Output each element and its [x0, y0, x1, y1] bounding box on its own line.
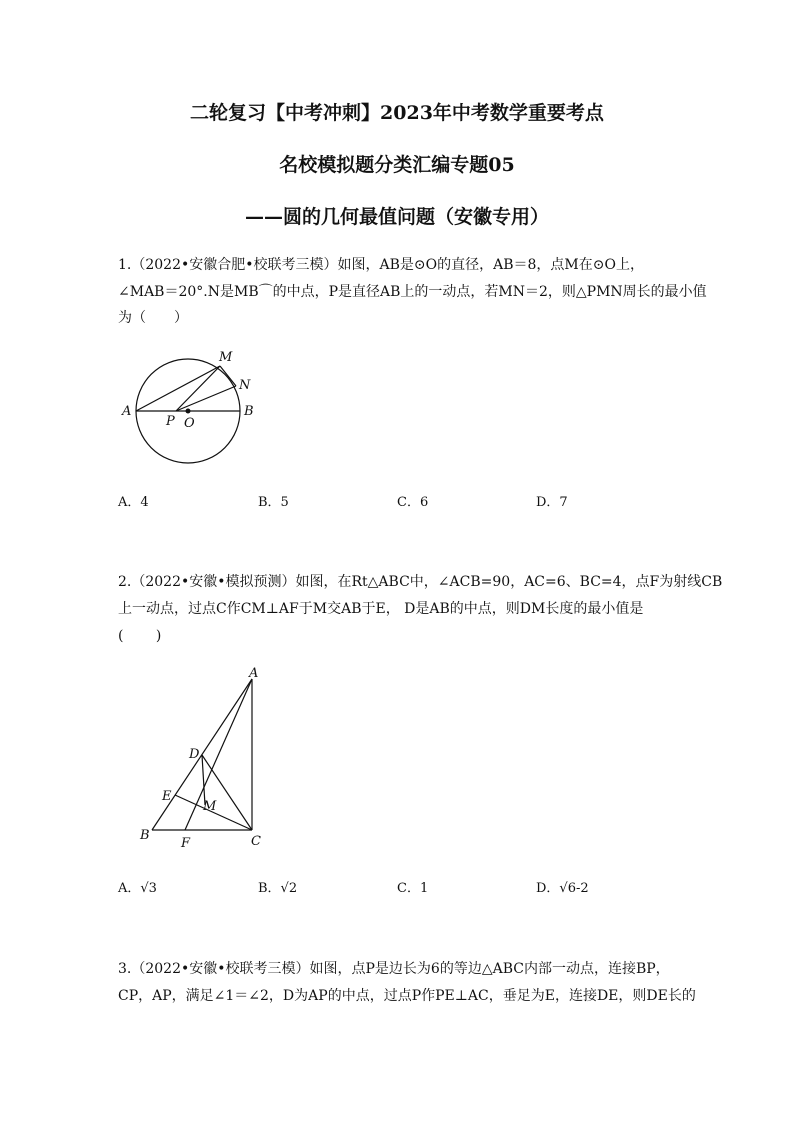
label-m: M [219, 350, 233, 365]
label-a: A [249, 666, 259, 681]
q2-option-d: D．√6-2 [536, 881, 589, 896]
segment-pn [176, 386, 236, 411]
label-o: O [184, 416, 195, 431]
label-n: N [239, 378, 251, 393]
q2-text-line-3: ( ) [118, 628, 162, 644]
q1-option-a: A．4 [118, 495, 149, 510]
label-a: A [122, 404, 132, 419]
q2-text-line-2: 上一动点，过点C作CM⊥AF于M交AB于E， D是AB的中点，则DM长度的最小值是 [118, 601, 644, 617]
label-m: M [203, 799, 217, 814]
q2-option-b: B．√2 [258, 881, 298, 896]
q3-text-line-2: CP，AP，满足∠1＝∠2，D为AP的中点，过点P作PE⊥AC，垂足为E，连接DE，则DE长的 [118, 988, 696, 1004]
title-line-2: 名校模拟题分类汇编专题05 [279, 154, 515, 176]
label-d: D [189, 747, 200, 762]
q1-text-line-1: 1.（2022•安徽合肥•校联考三模）如图，AB是⊙O的直径，AB＝8，点M在⊙O上， [118, 257, 644, 273]
label-b: B [244, 404, 254, 419]
center-point [186, 409, 191, 414]
label-b: B [140, 828, 150, 843]
title-line-1: 二轮复习【中考冲刺】2023年中考数学重要考点 [190, 102, 604, 124]
label-f: F [181, 836, 191, 851]
segment-pm [176, 366, 220, 411]
q2-triangle-figure [135, 665, 275, 855]
q2-text-line-1: 2.（2022•安徽•模拟预测）如图，在Rt△ABC中，∠ACB=90，AC=6、BC=4，点F为射线CB [118, 574, 723, 590]
q1-circle-figure [118, 345, 268, 470]
q1-option-d: D．7 [536, 495, 568, 510]
q1-text-line-3: 为（ ） [118, 310, 188, 326]
label-p: P [166, 414, 175, 429]
q2-option-a: A．√3 [118, 881, 157, 896]
segment-am [136, 366, 220, 411]
q2-option-c: C．1 [397, 881, 429, 896]
q1-option-b: B．5 [258, 495, 289, 510]
segment-dm [202, 755, 205, 805]
q1-text-line-2: ∠MAB＝20°.N是MB⌒的中点，P是直径AB上的一动点，若MN＝2，则△PMN周长的最小值 [118, 284, 707, 300]
q3-text-line-1: 3.（2022•安徽•校联考三模）如图，点P是边长为6的等边△ABC内部一动点，连接BP， [118, 961, 670, 977]
q1-option-c: C．6 [397, 495, 429, 510]
label-c: C [251, 834, 261, 849]
title-line-3: ——圆的几何最值问题（安徽专用） [244, 206, 549, 228]
label-e: E [162, 789, 172, 804]
segment-mn [220, 366, 236, 386]
